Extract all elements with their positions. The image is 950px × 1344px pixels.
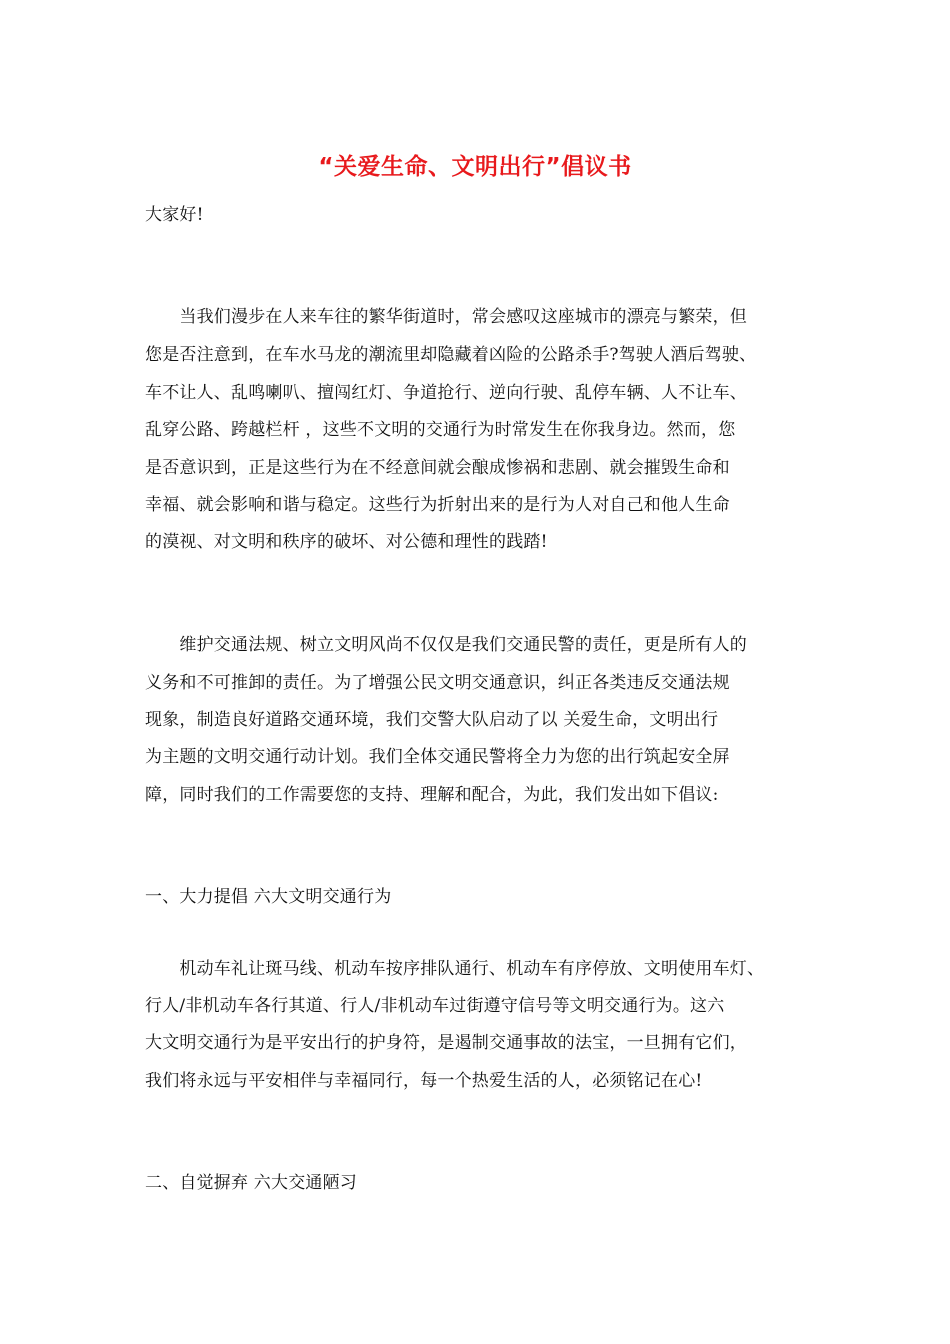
paragraph-line: 大文明交通行为是平安出行的护身符，是遏制交通事故的法宝，一旦拥有它们，	[145, 1033, 747, 1053]
paragraph-line: 我们将永远与平安相伴与幸福同行，每一个热爱生活的人，必须铭记在心!	[145, 1071, 703, 1091]
section-heading-1: 一、大力提倡 六大文明交通行为	[145, 887, 392, 907]
section-heading-2: 二、自觉摒弃 六大交通陋习	[145, 1173, 358, 1193]
paragraph-line: 维护交通法规、树立文明风尚不仅仅是我们交通民警的责任，更是所有人的	[145, 635, 747, 655]
paragraph-line: 义务和不可推卸的责任。为了增强公民文明交通意识，纠正各类违反交通法规	[145, 673, 730, 693]
greeting: 大家好!	[145, 205, 204, 225]
paragraph-line: 为主题的文明交通行动计划。我们全体交通民警将全力为您的出行筑起安全屏	[145, 747, 730, 767]
paragraph-line: 是否意识到，正是这些行为在不经意间就会酿成惨祸和悲剧、就会摧毁生命和	[145, 458, 730, 478]
paragraph-line: 机动车礼让斑马线、机动车按序排队通行、机动车有序停放、文明使用车灯、	[145, 959, 765, 979]
paragraph-line: 乱穿公路、跨越栏杆 ，这些不文明的交通行为时常发生在你我身边。然而，您	[145, 420, 736, 440]
paragraph-line: 现象，制造良好道路交通环境，我们交警大队启动了以 关爱生命，文明出行	[145, 710, 719, 730]
paragraph-line: 的漠视、对文明和秩序的破坏、对公德和理性的践踏!	[145, 532, 548, 552]
document-title: “关爱生命、文明出行”倡议书	[318, 154, 632, 180]
paragraph-line: 障，同时我们的工作需要您的支持、理解和配合，为此，我们发出如下倡议:	[145, 785, 719, 805]
paragraph-line: 幸福、就会影响和谐与稳定。这些行为折射出来的是行为人对自己和他人生命	[145, 495, 730, 515]
paragraph-line: 当我们漫步在人来车往的繁华街道时，常会感叹这座城市的漂亮与繁荣，但	[145, 307, 747, 327]
paragraph-line: 行人/非机动车各行其道、行人/非机动车过街遵守信号等文明交通行为。这六	[145, 996, 725, 1016]
paragraph-line: 车不让人、乱鸣喇叭、擅闯红灯、争道抢行、逆向行驶、乱停车辆、人不让车、	[145, 383, 747, 403]
paragraph-line: 您是否注意到，在车水马龙的潮流里却隐藏着凶险的公路杀手?驾驶人酒后驾驶、	[145, 345, 757, 365]
